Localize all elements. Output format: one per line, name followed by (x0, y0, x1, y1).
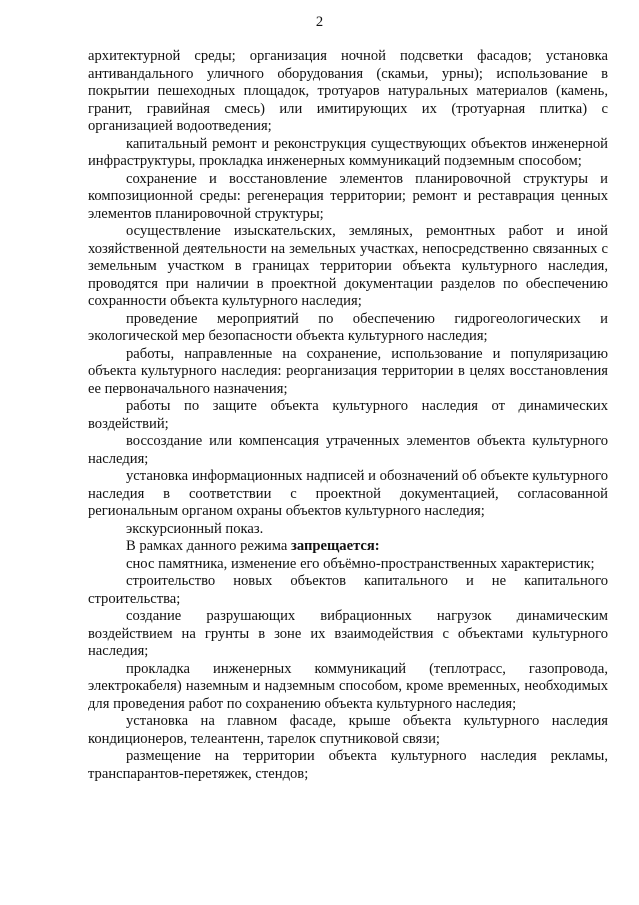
prohibition-intro-text: В рамках данного режима (126, 538, 291, 554)
prohibition-item: прокладка инженерных коммуникаций (теплотрасс, газопровода, электрокабеля) наземным и надземным способом, кроме временных, необходимых для проведения работ по сохранению объекта культурного наследия; (88, 660, 608, 712)
paragraph: воссоздание или компенсация утраченных элементов объекта культурного наследия; (88, 433, 608, 467)
paragraph: экскурсионный показ. (126, 520, 264, 537)
prohibition-item: размещение на территории объекта культурного наследия рекламы, транспарантов-перетяжек, стендов; (88, 748, 608, 782)
document-body (88, 48, 608, 783)
paragraph: осуществление изыскательских, земляных, ремонтных работ и иной хозяйственной деятельности на земельных участках, непосредственно связанных с земельным участком в границах территории объекта культурного наследия, проводятся при наличии в проектной документации разделов по обеспечению сохранности объекта культурного наследия; (88, 223, 608, 309)
paragraph: работы, направленные на сохранение, использование и популяризацию объекта культурного наследия: реорганизация территории в целях восстановления ее первоначального назначения; (88, 345, 608, 397)
paragraph: установка информационных надписей и обозначений об объекте культурного наследия в соответствии с проектной документацией, согласованной региональным органом охраны объектов культурного наследия; (88, 468, 608, 519)
prohibition-intro-bold: запрещается: (291, 538, 380, 554)
page-number: 2 (315, 14, 324, 30)
paragraph: сохранение и восстановление элементов планировочной структуры и композиционной среды: регенерация территории; ремонт и реставрация ценных элементов планировочной структуры; (88, 170, 608, 222)
paragraph: работы по защите объекта культурного наследия от динамических воздействий; (88, 398, 608, 432)
paragraph: архитектурной среды; организация ночной подсветки фасадов; установка антивандального уличного оборудования (скамьи, урны); использование в покрытии пешеходных площадок, тротуаров натуральных материалов (камень, гранит, гравийная смесь) или имитирующих их (тротуарная плитка) с организацией водоотведения; (88, 48, 608, 134)
prohibition-intro (88, 538, 608, 556)
paragraph: проведение мероприятий по обеспечению гидрогеологических и экологической мер безопасности объекта культурного наследия; (88, 310, 608, 344)
prohibition-item: создание разрушающих вибрационных нагрузок динамическим воздействием на грунты в зоне их взаимодействия с объектами культурного наследия; (88, 608, 608, 659)
prohibition-item: строительство новых объектов капитального и не капитального строительства; (88, 573, 608, 607)
prohibition-item: установка на главном фасаде, крыше объекта культурного наследия кондиционеров, телеантенн, тарелок спутниковой связи; (88, 713, 608, 747)
prohibition-item: снос памятника, изменение его объёмно-пространственных характеристик; (126, 555, 595, 572)
paragraph: капитальный ремонт и реконструкция существующих объектов инженерной инфраструктуры, прокладка инженерных коммуникаций подземным способом; (88, 135, 608, 169)
